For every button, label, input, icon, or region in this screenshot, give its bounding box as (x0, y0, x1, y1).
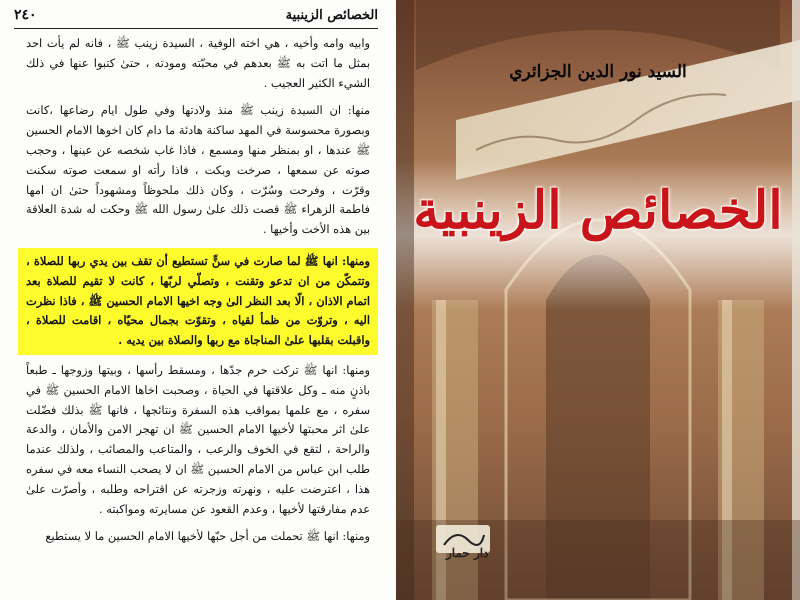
paragraph-4: ومنها: انها ﷺ تركت حرم جدّها ، ومسقط رأسها ، وبيتها وزوجها ـ طبعاً باذنٍ منه ـ وكل علاقتها في الحياة ، وصحبت اخاها الامام الحسين ﷺ في سفره ، مع علمها بمواقب هذه السفرة ونتائجها ، فانها ﷺ بذلك فضّلت علىٰ اثر محبتها لأخيها الامام الحسين ﷺ ان تهجر الامن والأمان ، والدعة والراحة ، لتقع في الخوف والرعب ، والمتاعب والمصائب ، ولذلك عندما طلب ابن عباس من الامام الحسين ﷺ ان لا يصحب النساء معه في سفره هذا ، اعترضت عليه ، ونهرته وزجرته عن اقتراحه وطلبه ، وأصرّت علىٰ عدم مفارقتها لأخيها ، وعدم القعود عن مسايرته ومواكبته . (26, 362, 370, 516)
author-name: السيد نور الدين الجزائري (509, 62, 687, 82)
book-title: الخصائص الزينبية (413, 180, 783, 241)
paragraph-1: وابيه وامه وأخيه ، هي اخته الوفية ، السيدة زينب ﷺ ، فانه لم يأت احد بمثل ما اتت به ﷺ بعدهم في محبّته ومودته ، حتىٰ كتبوا عنها في ذلك الشيء الكثير العجيب . (26, 36, 370, 90)
highlighted-paragraph: ومنها: انها ﷺ لما صارت في سنٍّ تستطيع أن تقف بين يدي ربها للصلاة ، وتتمكّن من ان تدعو وتقنت ، وتصلّي لربّها ، كانت لا تقيم للصلاة بعد اتمام الاذان ، الّا بعد النظر الىٰ وجه اخيها الامام الحسين ﷺ ، فاذا نظرت اليه ، وتروّت من ظمأ لقياه ، وتقوّت بجمال محيّاه ، اقامت للصلاة ، واقبلت بقلبها علىٰ المناجاة مع ربها والصلاة بين يديه . (18, 248, 378, 355)
paragraph-2: منها: ان السيدة زينب ﷺ منذ ولادتها وفي طول ايام رضاعها ،كانت وبصورة محسوسة في المهد ساكنة هادئة ما دام كان اخوها الامام الحسين ﷺ عندها ، او بمنظر منها ومسمع ، فاذا غاب شخصه عن عينها ، وحجب صوته عن سمعها ، صرخت وبكت ، فاذا رأته او سمعت صوته سكنت وقرّت ، وفرحت وسُرّت ، وكان ذلك ملحوظاً ومشهوداً حتىٰ ان امها فاطمة الزهراء ﷺ قصت ذلك علىٰ رسول الله ﷺ وحكت له شدة العلاقة بين هذه الأخت وأخيها . (26, 103, 370, 237)
running-title: الخصائص الزينبية (285, 8, 378, 23)
publisher-logo: دار حمار (446, 546, 489, 560)
running-head (14, 6, 378, 29)
book-cover (396, 0, 800, 600)
page-number: ٢٤٠ (14, 7, 37, 23)
cover-art (396, 0, 800, 600)
paragraph-5: ومنها: انها ﷺ تحملت من أجل حبّها لأخيها الامام الحسين ما لا يستطيع (45, 529, 370, 544)
book-page-left (0, 0, 396, 600)
text-block (26, 34, 370, 547)
